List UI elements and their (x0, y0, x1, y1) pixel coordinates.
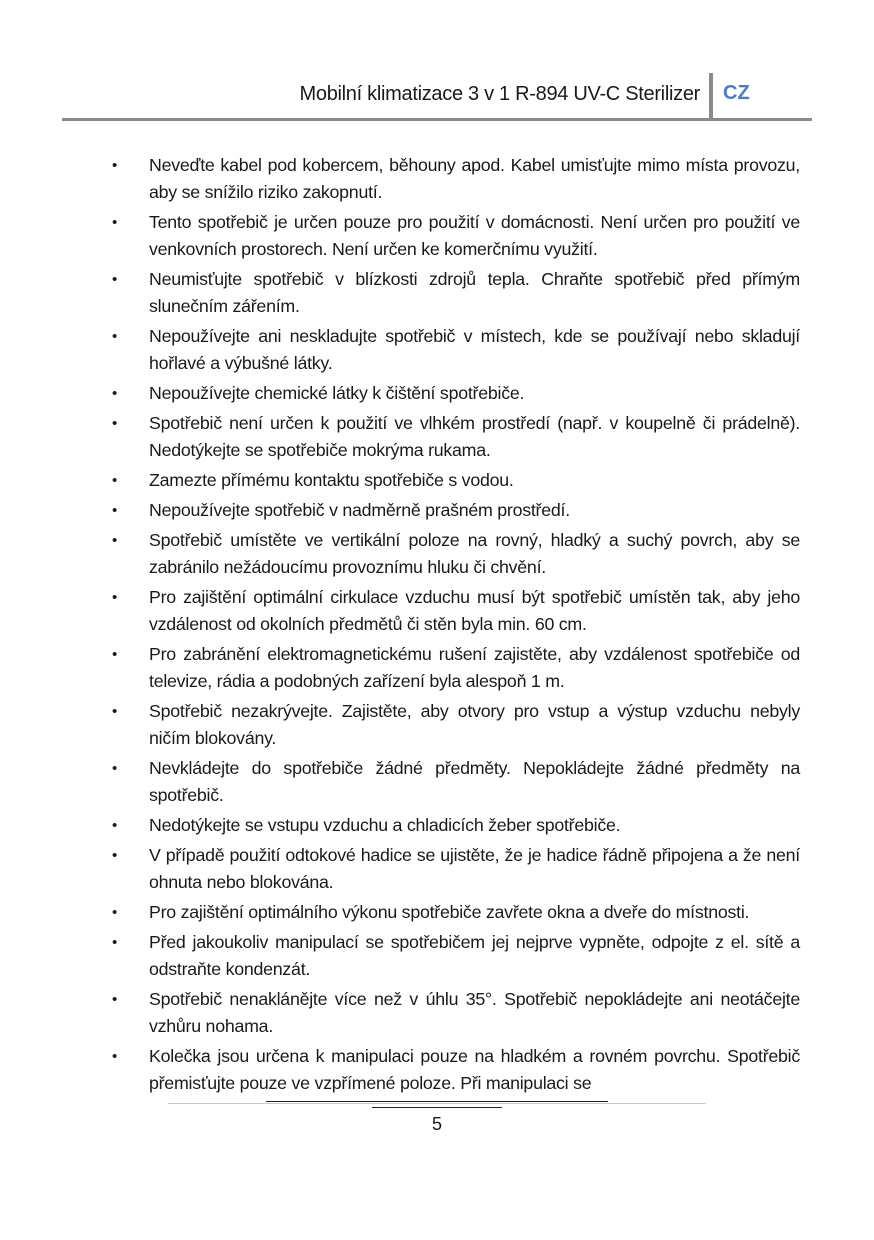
bullet-icon: • (112, 502, 118, 519)
list-item (112, 467, 800, 494)
list-item (112, 986, 800, 1040)
safety-instructions-list (112, 152, 800, 1100)
footer-rule (168, 1103, 706, 1104)
list-item-text: Pro zajištění optimálního výkonu spotřebiče zavřete okna a dveře do místnosti. (149, 902, 750, 922)
list-item (112, 209, 800, 263)
list-item-text: Spotřebič nenaklánějte více než v úhlu 35°. Spotřebič nepokládejte ani neotáčejte vzhůru nohama. (149, 989, 800, 1036)
bullet-icon: • (112, 934, 118, 951)
bullet-icon: • (112, 991, 118, 1008)
list-item (112, 152, 800, 206)
list-item-text: Nepoužívejte ani neskladujte spotřebič v místech, kde se používají nebo skladují hořlavé a výbušné látky. (149, 326, 800, 373)
list-item (112, 323, 800, 377)
list-item-text: Pro zajištění optimální cirkulace vzduchu musí být spotřebič umístěn tak, aby jeho vzdálenost od okolních předmětů či stěn byla min. 60 cm. (149, 587, 800, 634)
list-item (112, 497, 800, 524)
list-item (112, 899, 800, 926)
document-title: Mobilní klimatizace 3 v 1 R-894 UV-C Sterilizer (299, 83, 700, 105)
list-item (112, 410, 800, 464)
bullet-icon: • (112, 817, 118, 834)
bullet-icon: • (112, 904, 118, 921)
list-item-text: Neveďte kabel pod kobercem, běhouny apod. Kabel umisťujte mimo místa provozu, aby se snížilo riziko zakopnutí. (149, 155, 800, 202)
list-item (112, 527, 800, 581)
list-item (112, 812, 800, 839)
bullet-icon: • (112, 328, 118, 345)
list-item (112, 380, 800, 407)
page-header (62, 73, 812, 121)
list-item-text: V případě použití odtokové hadice se ujistěte, že je hadice řádně připojena a že není ohnuta nebo blokována. (149, 845, 800, 892)
list-item-text: Pro zabránění elektromagnetickému rušení zajistěte, aby vzdálenost spotřebiče od televize, rádia a podobných zařízení byla alespoň 1 m. (149, 644, 800, 691)
list-item (112, 755, 800, 809)
bullet-icon: • (112, 847, 118, 864)
list-item-text: Kolečka jsou určena k manipulaci pouze na hladkém a rovném povrchu. Spotřebič přemisťujte pouze ve vzpřímené poloze. Při manipulaci se (149, 1046, 800, 1093)
header-rule (62, 118, 812, 121)
bullet-icon: • (112, 589, 118, 606)
bullet-icon: • (112, 271, 118, 288)
list-item (112, 842, 800, 896)
bullet-icon: • (112, 646, 118, 663)
list-item-text: Tento spotřebič je určen pouze pro použití v domácnosti. Není určen pro použití ve venkovních prostorech. Není určen ke komerčnímu využití. (149, 212, 800, 259)
list-item (112, 1043, 800, 1097)
bullet-icon: • (112, 472, 118, 489)
list-item-text: Před jakoukoliv manipulací se spotřebičem jej nejprve vypněte, odpojte z el. sítě a odstraňte kondenzát. (149, 932, 800, 979)
header-separator (709, 73, 713, 121)
list-item-text: Nevkládejte do spotřebiče žádné předměty. Nepokládejte žádné předměty na spotřebič. (149, 758, 800, 805)
list-item (112, 641, 800, 695)
list-item-text: Zamezte přímému kontaktu spotřebiče s vodou. (149, 470, 514, 490)
list-item-text: Spotřebič není určen k použití ve vlhkém prostředí (např. v koupelně či prádelně). Nedotýkejte se spotřebiče mokrýma rukama. (149, 413, 800, 460)
list-item (112, 266, 800, 320)
list-item (112, 698, 800, 752)
list-item-text: Spotřebič umístěte ve vertikální poloze na rovný, hladký a suchý povrch, aby se zabránilo nežádoucímu provoznímu hluku či chvění. (149, 530, 800, 577)
list-item-text: Nedotýkejte se vstupu vzduchu a chladicích žeber spotřebiče. (149, 815, 621, 835)
bullet-icon: • (112, 703, 118, 720)
list-item-text: Neumisťujte spotřebič v blízkosti zdrojů tepla. Chraňte spotřebič před přímým slunečním zářením. (149, 269, 800, 316)
language-code: CZ (723, 82, 750, 104)
list-item (112, 584, 800, 638)
footer-rule (266, 1101, 608, 1102)
page-number: 5 (431, 1114, 442, 1134)
list-item-text: Spotřebič nezakrývejte. Zajistěte, aby otvory pro vstup a výstup vzduchu nebyly ničím blokovány. (149, 701, 800, 748)
bullet-icon: • (112, 532, 118, 549)
bullet-icon: • (112, 214, 118, 231)
bullet-icon: • (112, 385, 118, 402)
footer-rule (372, 1107, 502, 1108)
bullet-icon: • (112, 415, 118, 432)
list-item (112, 929, 800, 983)
bullet-icon: • (112, 1048, 118, 1065)
bullet-icon: • (112, 157, 118, 174)
list-item-text: Nepoužívejte spotřebič v nadměrně prašném prostředí. (149, 500, 570, 520)
list-item-text: Nepoužívejte chemické látky k čištění spotřebiče. (149, 383, 525, 403)
bullet-icon: • (112, 760, 118, 777)
